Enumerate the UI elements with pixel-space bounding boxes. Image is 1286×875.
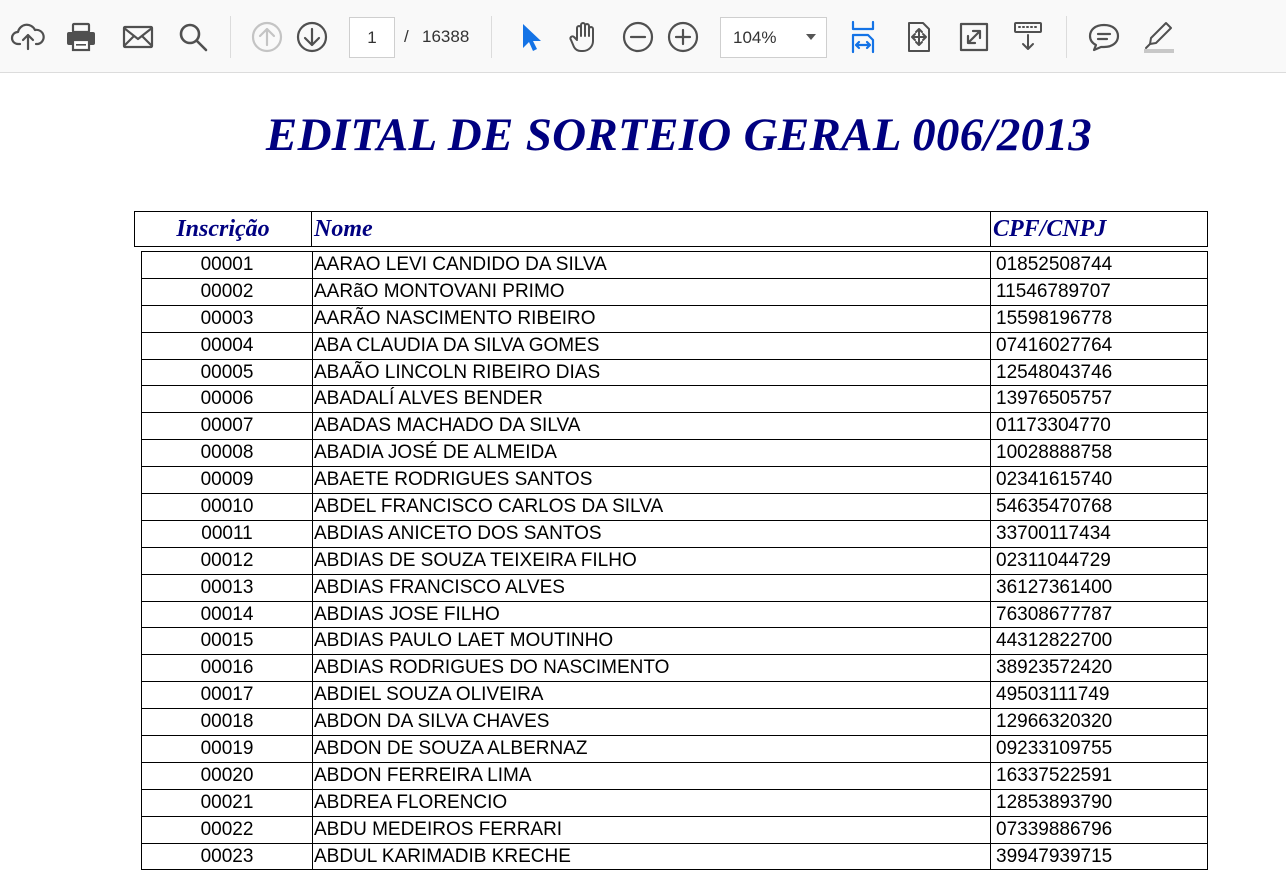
cell-cpf: 33700117434 (996, 522, 1111, 544)
cell-inscricao: 00021 (142, 790, 313, 816)
cell-cpf: 12966320320 (996, 711, 1113, 733)
cell-inscricao: 00017 (142, 682, 313, 708)
cell-cpf: 12853893790 (996, 791, 1113, 813)
cell-nome: ABAETE RODRIGUES SANTOS (313, 467, 991, 493)
fit-page-icon[interactable] (899, 17, 939, 57)
table-row (141, 440, 1208, 467)
cell-inscricao: 00019 (142, 736, 313, 762)
cell-cpf: 16337522591 (996, 764, 1113, 786)
mail-icon[interactable] (118, 17, 158, 57)
cell-nome: ABAÃO LINCOLN RIBEIRO DIAS (313, 360, 991, 386)
cell-inscricao: 00009 (142, 467, 313, 493)
cell-nome: ABDIEL SOUZA OLIVEIRA (313, 682, 991, 708)
cell-cpf: 11546789707 (996, 280, 1111, 302)
page-total: 16388 (422, 27, 470, 46)
table-row (141, 763, 1208, 790)
highlight-icon[interactable] (1138, 17, 1178, 57)
table-row (141, 655, 1208, 682)
cell-nome: ABDON FERREIRA LIMA (313, 763, 991, 789)
table-row (141, 682, 1208, 709)
table-row (141, 494, 1208, 521)
cell-inscricao: 00011 (142, 521, 313, 547)
zoom-select[interactable] (720, 17, 827, 58)
cell-cpf: 36127361400 (996, 576, 1113, 598)
table-row (141, 386, 1208, 413)
cell-inscricao: 00010 (142, 494, 313, 520)
table-row (141, 575, 1208, 602)
cell-nome: ABDIAS ANICETO DOS SANTOS (313, 521, 991, 547)
hand-icon[interactable] (564, 17, 604, 57)
page-separator: / (404, 27, 409, 46)
cell-nome: ABDIAS JOSE FILHO (313, 602, 991, 628)
cell-nome: ABDIAS FRANCISCO ALVES (313, 575, 991, 601)
cell-nome: AARAO LEVI CANDIDO DA SILVA (313, 252, 991, 278)
cell-cpf: 07416027764 (996, 334, 1113, 356)
page-title: EDITAL DE SORTEIO GERAL 006/2013 (265, 109, 1093, 161)
cell-inscricao: 00008 (142, 440, 313, 466)
table-row (141, 333, 1208, 360)
cell-cpf: 07339886796 (996, 818, 1113, 840)
cell-nome: ABADAS MACHADO DA SILVA (313, 413, 991, 439)
cell-cpf: 12548043746 (996, 361, 1113, 383)
cell-cpf: 39947939715 (996, 845, 1113, 867)
cell-inscricao: 00016 (142, 655, 313, 681)
cell-inscricao: 00004 (142, 333, 313, 359)
read-mode-icon[interactable] (1008, 17, 1048, 57)
table-header (134, 211, 1208, 247)
cell-nome: AARÃO NASCIMENTO RIBEIRO (313, 306, 991, 332)
zoom-out-icon[interactable] (618, 17, 658, 57)
toolbar-divider (230, 16, 231, 58)
cell-cpf: 01173304770 (996, 415, 1111, 437)
cell-nome: ABADALÍ ALVES BENDER (313, 386, 991, 412)
table-row (141, 628, 1208, 655)
pdf-toolbar (0, 0, 1286, 73)
cell-cpf: 54635470768 (996, 496, 1113, 518)
table-row (141, 467, 1208, 494)
table-row (141, 602, 1208, 629)
table-row (141, 736, 1208, 763)
cell-cpf: 13976505757 (996, 388, 1113, 410)
toolbar-divider (1066, 16, 1067, 58)
cell-inscricao: 00022 (142, 817, 313, 843)
print-icon[interactable] (61, 17, 101, 57)
cell-nome: AARãO MONTOVANI PRIMO (313, 279, 991, 305)
table-row (141, 413, 1208, 440)
chevron-down-icon (806, 34, 816, 40)
table-row (141, 817, 1208, 844)
cell-nome: ABDU MEDEIROS FERRARI (313, 817, 991, 843)
cell-cpf: 09233109755 (996, 738, 1113, 760)
upload-cloud-icon[interactable] (8, 17, 48, 57)
cell-cpf: 44312822700 (996, 630, 1113, 652)
cell-nome: ABDIAS PAULO LAET MOUTINHO (313, 628, 991, 654)
select-cursor-icon[interactable] (510, 17, 550, 57)
cell-cpf: 02311044729 (996, 549, 1111, 571)
cell-cpf: 38923572420 (996, 657, 1113, 679)
cell-nome: ABDON DA SILVA CHAVES (313, 709, 991, 735)
cell-nome: ABADIA JOSÉ DE ALMEIDA (313, 440, 991, 466)
zoom-value: 104% (733, 28, 777, 47)
page-number-input[interactable]: 1 (349, 17, 395, 58)
cell-inscricao: 00020 (142, 763, 313, 789)
results-table (141, 251, 1208, 870)
table-row (141, 709, 1208, 736)
cell-nome: ABDON DE SOUZA ALBERNAZ (313, 736, 991, 762)
header-cpf: CPF/CNPJ (993, 216, 1107, 242)
table-row (141, 521, 1208, 548)
cell-cpf: 15598196778 (996, 307, 1113, 329)
table-row (141, 790, 1208, 817)
cell-inscricao: 00015 (142, 628, 313, 654)
cell-inscricao: 00023 (142, 844, 313, 870)
cell-nome: ABDEL FRANCISCO CARLOS DA SILVA (313, 494, 991, 520)
cell-inscricao: 00007 (142, 413, 313, 439)
table-row (141, 279, 1208, 306)
cell-nome: ABDREA FLORENCIO (313, 790, 991, 816)
cell-nome: ABDUL KARIMADIB KRECHE (313, 844, 991, 870)
page-down-icon[interactable] (292, 17, 332, 57)
search-icon[interactable] (173, 17, 213, 57)
header-inscricao: Inscrição (135, 212, 312, 246)
cell-inscricao: 00003 (142, 306, 313, 332)
comment-icon[interactable] (1084, 17, 1124, 57)
cell-inscricao: 00012 (142, 548, 313, 574)
cell-cpf: 49503111749 (996, 684, 1110, 706)
cell-nome: ABA CLAUDIA DA SILVA GOMES (313, 333, 991, 359)
header-nome: Nome (312, 212, 991, 246)
zoom-in-icon[interactable] (663, 17, 703, 57)
cell-inscricao: 00018 (142, 709, 313, 735)
cell-inscricao: 00001 (142, 252, 313, 278)
cell-inscricao: 00005 (142, 360, 313, 386)
cell-inscricao: 00014 (142, 602, 313, 628)
document-page (0, 74, 1286, 875)
cell-inscricao: 00006 (142, 386, 313, 412)
page-up-icon[interactable] (247, 17, 287, 57)
table-row (141, 252, 1208, 279)
toolbar-divider (491, 16, 492, 58)
table-row (141, 306, 1208, 333)
cell-inscricao: 00002 (142, 279, 313, 305)
fullscreen-icon[interactable] (954, 17, 994, 57)
cell-inscricao: 00013 (142, 575, 313, 601)
cell-cpf: 76308677787 (996, 603, 1113, 625)
cell-cpf: 01852508744 (996, 254, 1113, 275)
fit-width-icon[interactable] (843, 17, 883, 57)
table-row (141, 360, 1208, 387)
table-row (141, 548, 1208, 575)
cell-nome: ABDIAS RODRIGUES DO NASCIMENTO (313, 655, 991, 681)
table-row (141, 844, 1208, 871)
cell-cpf: 10028888758 (996, 442, 1113, 464)
cell-cpf: 02341615740 (996, 469, 1113, 491)
cell-nome: ABDIAS DE SOUZA TEIXEIRA FILHO (313, 548, 991, 574)
